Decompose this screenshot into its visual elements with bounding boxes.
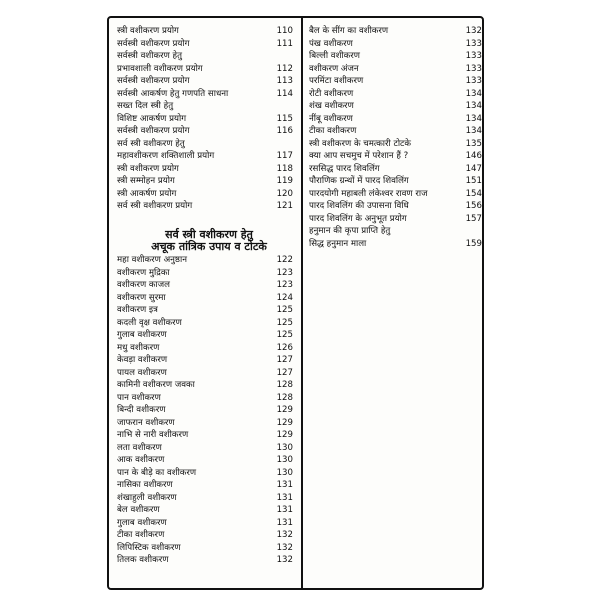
entry-title: महा वशीकरण अनुष्ठान — [117, 255, 187, 265]
left-column-top — [117, 25, 293, 213]
index-entry — [309, 25, 482, 38]
index-entry — [117, 267, 293, 280]
entry-title: महावशीकरण शक्तिशाली प्रयोग — [117, 151, 215, 161]
index-entry — [117, 304, 293, 317]
entry-title: बिन्दी वशीकरण — [117, 405, 166, 415]
section-heading-line1: सर्व स्त्री वशीकरण हेतु — [165, 228, 253, 241]
entry-title: लिपिस्टिक वशीकरण — [117, 542, 181, 553]
entry-page-number: 117 — [276, 151, 293, 161]
entry-page-number: 125 — [276, 330, 293, 340]
entry-title: मधु वशीकरण — [117, 342, 160, 353]
index-entry — [309, 125, 482, 138]
index-entry — [309, 63, 482, 76]
entry-page-number: 130 — [276, 467, 293, 478]
index-entry — [309, 75, 482, 88]
entry-title: प्रभावशाली वशीकरण प्रयोग — [117, 63, 203, 74]
entry-title: सर्वस्त्री वशीकरण प्रयोग — [117, 38, 190, 49]
index-entry — [309, 100, 482, 113]
entry-page-number: 126 — [276, 342, 293, 353]
entry-title: पौराणिक ग्रन्थों में पारद शिवलिंग — [309, 176, 409, 186]
entry-title: बिल्ली वशीकरण — [309, 51, 360, 61]
index-entry — [117, 150, 293, 163]
index-entry — [117, 63, 293, 76]
entry-page-number: 118 — [276, 163, 293, 174]
entry-page-number: 130 — [276, 455, 293, 465]
entry-title: पान वशीकरण — [117, 392, 161, 403]
entry-page-number: 112 — [276, 63, 293, 74]
entry-page-number: 125 — [276, 317, 293, 328]
entry-title: पायल वशीकरण — [117, 367, 167, 378]
entry-title: गुलाब वशीकरण — [117, 517, 167, 528]
entry-page-number: 125 — [276, 305, 293, 315]
entry-title: टीका वशीकरण — [117, 530, 165, 540]
index-entry — [117, 25, 293, 38]
entry-title: शंखाहुली वशीकरण — [117, 492, 177, 503]
index-entry — [117, 75, 293, 88]
index-entry — [117, 342, 293, 355]
index-entry — [117, 467, 293, 480]
entry-title: पंख वशीकरण — [309, 38, 353, 49]
entry-page-number: 135 — [465, 138, 482, 149]
entry-page-number: 132 — [276, 555, 293, 565]
index-entry — [309, 138, 482, 151]
left-column-bottom — [117, 254, 293, 567]
entry-page-number: 114 — [276, 88, 293, 99]
entry-title: स्त्री वशीकरण के चमत्कारी टोटके — [309, 138, 411, 149]
entry-page-number: 131 — [276, 480, 293, 490]
entry-title: पारद शिवलिंग की उपासना विधि — [309, 201, 409, 211]
entry-page-number: 128 — [276, 380, 293, 390]
entry-page-number: 147 — [465, 163, 482, 174]
index-entry — [117, 100, 293, 113]
entry-page-number: 133 — [465, 38, 482, 49]
entry-title: बैल के सींग का वशीकरण — [309, 26, 389, 36]
index-entry — [117, 50, 293, 63]
entry-page-number: 128 — [276, 392, 293, 403]
entry-title: बेल वशीकरण — [117, 505, 160, 515]
entry-page-number: 154 — [465, 188, 482, 199]
index-entry — [309, 113, 482, 126]
index-entry — [117, 429, 293, 442]
entry-title: परमिंटा वशीकरण — [309, 76, 364, 86]
index-entry — [117, 292, 293, 305]
entry-page-number: 134 — [465, 126, 482, 136]
entry-page-number: 120 — [276, 188, 293, 199]
entry-title: सर्वस्त्री आकर्षण हेतु गणपति साधना — [117, 88, 229, 99]
entry-title: जाफरान वशीकरण — [117, 417, 175, 428]
index-entry — [117, 200, 293, 213]
entry-page-number: 130 — [276, 442, 293, 453]
entry-page-number: 119 — [276, 176, 293, 186]
index-entry — [117, 163, 293, 176]
entry-title: वशीकरण मुद्रिका — [117, 267, 170, 278]
entry-title: नाभि से नारी वशीकरण — [117, 430, 189, 440]
entry-title: सर्व स्त्री वशीकरण हेतु — [117, 138, 185, 149]
index-entry — [117, 479, 293, 492]
entry-title: रससिद्ध पारद शिवलिंग — [309, 163, 380, 174]
entry-title: नासिका वशीकरण — [117, 480, 173, 490]
entry-title: सर्व स्त्री वशीकरण प्रयोग — [117, 201, 193, 211]
index-entry — [117, 138, 293, 151]
index-entry — [117, 379, 293, 392]
entry-title: स्त्री सम्मोहन प्रयोग — [117, 176, 175, 186]
entry-page-number: 134 — [465, 101, 482, 111]
entry-title: रोटी वशीकरण — [309, 88, 354, 99]
index-entry — [117, 279, 293, 292]
entry-title: वशीकरण सुरमा — [117, 292, 166, 303]
entry-title: केवड़ा वशीकरण — [117, 355, 168, 365]
entry-page-number: 123 — [276, 280, 293, 290]
entry-page-number: 132 — [276, 530, 293, 540]
entry-page-number: 159 — [465, 238, 482, 249]
entry-title: टीका वशीकरण — [309, 126, 357, 136]
entry-title: विशिष्ट आकर्षण प्रयोग — [117, 113, 187, 124]
entry-page-number: 132 — [465, 26, 482, 36]
entry-title: सर्वस्त्री वशीकरण प्रयोग — [117, 126, 190, 136]
index-entry — [117, 38, 293, 51]
entry-title: कामिनी वशीकरण जवका — [117, 380, 195, 390]
index-entry — [309, 163, 482, 176]
index-entry — [117, 454, 293, 467]
entry-title: कदली वृक्ष वशीकरण — [117, 317, 182, 328]
entry-title: गुलाब वशीकरण — [117, 330, 167, 340]
index-entry — [309, 38, 482, 51]
entry-page-number: 122 — [276, 255, 293, 265]
right-column — [309, 25, 482, 250]
entry-page-number: 113 — [276, 76, 293, 86]
index-entry — [309, 213, 482, 226]
entry-title: सर्वस्त्री वशीकरण हेतु — [117, 51, 183, 61]
index-entry — [117, 329, 293, 342]
index-entry — [117, 367, 293, 380]
entry-title: वशीकरण इत्र — [117, 305, 158, 315]
column-divider — [301, 16, 303, 590]
entry-title: पारद शिवलिंग के अनुभूत प्रयोग — [309, 213, 407, 224]
index-entry — [117, 442, 293, 455]
entry-page-number: 124 — [276, 292, 293, 303]
entry-title: स्त्री वशीकरण प्रयोग — [117, 163, 179, 174]
index-entry — [309, 225, 482, 238]
entry-page-number: 133 — [465, 63, 482, 74]
entry-page-number: 146 — [465, 151, 482, 161]
index-entry — [309, 50, 482, 63]
entry-title: पारदयोगी महाबली लंकेश्वर रावण राज — [309, 188, 428, 199]
entry-title: सिद्ध हनुमान माला — [309, 238, 367, 249]
index-entry — [117, 254, 293, 267]
entry-title: हनुमान की कृपा प्राप्ति हेतु — [309, 226, 391, 236]
entry-page-number: 123 — [276, 267, 293, 278]
index-entry — [309, 238, 482, 251]
entry-title: वशीकरण काजल — [117, 280, 170, 290]
entry-page-number: 127 — [276, 367, 293, 378]
index-entry — [117, 392, 293, 405]
index-entry — [309, 88, 482, 101]
index-entry — [117, 354, 293, 367]
entry-page-number: 127 — [276, 355, 293, 365]
index-entry — [117, 317, 293, 330]
index-entry — [117, 504, 293, 517]
section-heading-line2: अचूक तांत्रिक उपाय व टोटके — [151, 240, 267, 253]
entry-page-number: 115 — [276, 113, 293, 124]
entry-page-number: 131 — [276, 492, 293, 503]
index-entry — [117, 188, 293, 201]
entry-page-number: 131 — [276, 517, 293, 528]
index-entry — [309, 175, 482, 188]
index-entry — [309, 200, 482, 213]
entry-page-number: 111 — [276, 38, 293, 49]
entry-page-number: 151 — [465, 176, 482, 186]
entry-page-number: 133 — [465, 51, 482, 61]
entry-title: पान के बीड़े का वशीकरण — [117, 467, 197, 478]
index-entry — [117, 542, 293, 555]
entry-page-number: 131 — [276, 505, 293, 515]
entry-title: शंख वशीकरण — [309, 101, 354, 111]
index-entry — [117, 492, 293, 505]
entry-title: क्या आप सचमुच में परेशान हैं ? — [309, 151, 409, 161]
entry-page-number: 156 — [465, 201, 482, 211]
entry-page-number: 121 — [276, 201, 293, 211]
entry-page-number: 116 — [276, 126, 293, 136]
entry-title: तिलक वशीकरण — [117, 555, 169, 565]
entry-title: आक वशीकरण — [117, 455, 165, 465]
entry-title: लता वशीकरण — [117, 442, 162, 453]
index-entry — [117, 417, 293, 430]
index-entry — [117, 88, 293, 101]
index-entry — [117, 125, 293, 138]
entry-title: वशीकरण अंजन — [309, 63, 359, 74]
entry-title: स्त्री वशीकरण प्रयोग — [117, 26, 179, 36]
index-entry — [309, 150, 482, 163]
entry-title: स्त्री आकर्षण प्रयोग — [117, 188, 177, 199]
entry-title: नींबू वशीकरण — [309, 113, 353, 124]
entry-page-number: 134 — [465, 113, 482, 124]
entry-page-number: 129 — [276, 430, 293, 440]
index-entry — [309, 188, 482, 201]
index-entry — [117, 113, 293, 126]
entry-page-number: 134 — [465, 88, 482, 99]
entry-page-number: 157 — [465, 213, 482, 224]
entry-page-number: 133 — [465, 76, 482, 86]
index-entry — [117, 529, 293, 542]
entry-title: सख्त दिल स्त्री हेतु — [117, 101, 174, 111]
entry-page-number: 129 — [276, 405, 293, 415]
index-entry — [117, 175, 293, 188]
entry-page-number: 129 — [276, 417, 293, 428]
index-entry — [117, 517, 293, 530]
entry-title: सर्वस्त्री वशीकरण प्रयोग — [117, 76, 190, 86]
index-entry — [117, 554, 293, 567]
entry-page-number: 110 — [276, 26, 293, 36]
entry-page-number: 132 — [276, 542, 293, 553]
index-entry — [117, 404, 293, 417]
